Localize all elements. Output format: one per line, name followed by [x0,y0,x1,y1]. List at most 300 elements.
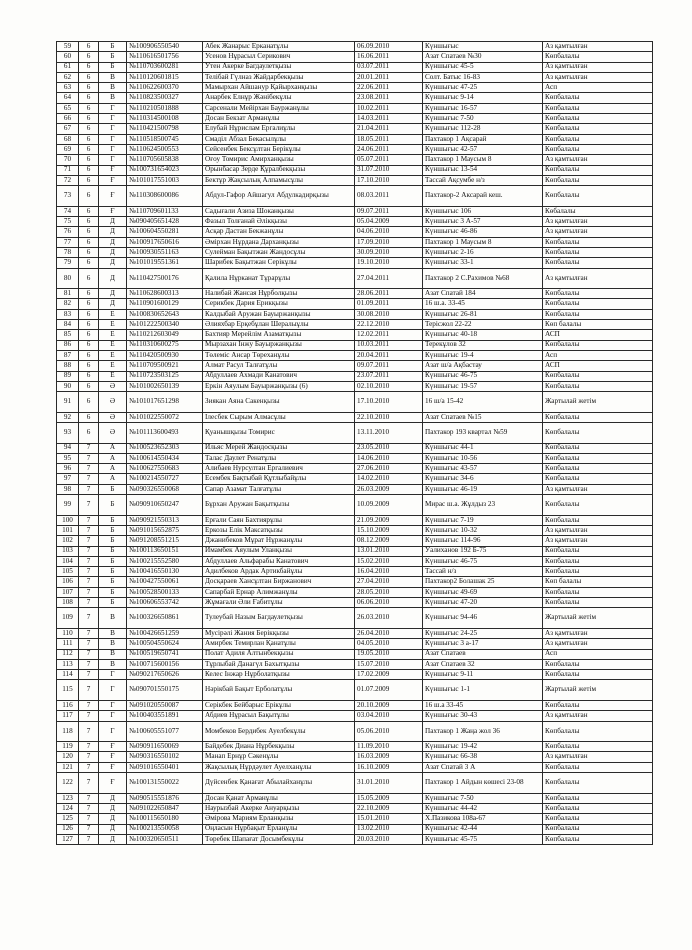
birth-date-cell: 15.05.2009 [355,793,423,803]
row-number-cell: 114 [57,670,79,680]
table-row [57,83,653,93]
address-cell: Күншығыс 26-81 [423,309,543,319]
address-cell: Азат Спатаев №30 [423,52,543,62]
document-number-cell: №090921550313 [127,515,203,525]
address-cell: Күншығыс 42-57 [423,144,543,154]
row-number-cell: 121 [57,762,79,772]
social-status-cell: Көпбалалы [543,247,653,257]
birth-date-cell: 20.03.2010 [355,834,423,844]
class-letter-cell: В [99,72,127,82]
social-status-cell: Көпбалалы [543,114,653,124]
table-row [57,247,653,257]
table-row [57,217,653,227]
address-cell: Азат Спатаев 32 [423,659,543,669]
table-row [57,155,653,165]
social-status-cell: Көпбалалы [543,515,653,525]
table-row [57,361,653,371]
table-row [57,824,653,834]
class-letter-cell: Б [99,525,127,535]
class-number-cell: 6 [79,83,99,93]
row-number-cell: 117 [57,711,79,721]
birth-date-cell: 20.01.2011 [355,72,423,82]
table-row [57,495,653,516]
social-status-cell: Жартылай жетім [543,608,653,629]
table-row [57,175,653,185]
social-status-cell: Көпбалалы [543,134,653,144]
document-number-cell: №100605551077 [127,721,203,742]
student-name-cell: Полат Адиля Алтынбекқызы [203,649,355,659]
address-cell: Азат Спатай 3 А [423,762,543,772]
class-number-cell: 7 [79,628,99,638]
social-status-cell: Көпбалалы [543,567,653,577]
class-letter-cell: Е [99,350,127,360]
document-number-cell: №110308600086 [127,186,203,207]
social-status-cell: Көп балалы [543,320,653,330]
document-number-cell: №101222500340 [127,320,203,330]
social-status-cell: Асп [543,350,653,360]
birth-date-cell: 18.05.2011 [355,134,423,144]
table-row [57,93,653,103]
class-letter-cell: Д [99,258,127,268]
row-number-cell: 108 [57,598,79,608]
student-name-cell: Тұрлыбай Данагүл Бахытқызы [203,659,355,669]
class-number-cell: 7 [79,453,99,463]
document-number-cell: №090911650069 [127,742,203,752]
class-letter-cell: А [99,453,127,463]
class-number-cell: 6 [79,93,99,103]
document-number-cell: №110616501756 [127,52,203,62]
address-cell: Күншығыс 44-42 [423,803,543,813]
class-letter-cell: Г [99,670,127,680]
student-name-cell: Досан Қанат Арманұлы [203,793,355,803]
address-cell: Күншығыс 24-25 [423,628,543,638]
table-row [57,546,653,556]
student-name-cell: Төлеміс Ансар Төреханұлы [203,350,355,360]
document-number-cell: №100214550727 [127,474,203,484]
student-name-cell: Наурызбай Акерке Ануарқызы [203,803,355,813]
document-number-cell: №110705605838 [127,155,203,165]
class-number-cell: 7 [79,608,99,629]
document-number-cell: №100403551891 [127,711,203,721]
row-number-cell: 123 [57,793,79,803]
table-row [57,587,653,597]
student-name-cell: Джанибеков Мұрат Нұржанұлы [203,536,355,546]
student-name-cell: Сапар Азамат Талғатұлы [203,484,355,494]
document-number-cell: №100528500133 [127,587,203,597]
social-status-cell: Көпбалалы [543,742,653,752]
address-cell: Күншығыс 112-28 [423,124,543,134]
document-number-cell: №100606553742 [127,598,203,608]
class-letter-cell: Б [99,598,127,608]
document-number-cell: №090910650247 [127,495,203,516]
row-number-cell: 119 [57,742,79,752]
document-number-cell: №110518500745 [127,134,203,144]
row-number-cell: 91 [57,392,79,413]
address-cell: Пахтакор 1 Айдын көшесі 23-08 [423,773,543,794]
address-cell: Күншығыс 7-50 [423,114,543,124]
birth-date-cell: 22.12.2010 [355,320,423,330]
address-cell: Пахтакор 1 Маусым 8 [423,237,543,247]
student-name-cell: Серікбек Бейбарыс Ерікұлы [203,701,355,711]
document-number-cell: №100614550434 [127,453,203,463]
birth-date-cell: 31.07.2010 [355,165,423,175]
document-number-cell: №110709500921 [127,361,203,371]
student-name-cell: Сапарбай Ернар Алимжанұлы [203,587,355,597]
row-number-cell: 106 [57,577,79,587]
birth-date-cell: 09.07.2011 [355,361,423,371]
student-name-cell: Абдул-Гафор Айшагул Абдулкадирқызы [203,186,355,207]
row-number-cell: 74 [57,206,79,216]
class-letter-cell: Б [99,515,127,525]
address-cell: Күншығыс 34-6 [423,474,543,484]
student-name-cell: Телібай Гүлназ Жайдарбекқызы [203,72,355,82]
address-cell: Күншығыс 3 А-57 [423,217,543,227]
birth-date-cell: 31.01.2010 [355,773,423,794]
student-name-cell: Усенов Нұрасыл Серикович [203,52,355,62]
social-status-cell: Көпбалалы [543,587,653,597]
table-row [57,556,653,566]
table-row [57,165,653,175]
social-status-cell: Аз қамтылған [543,72,653,82]
table-row [57,134,653,144]
birth-date-cell: 03.07.2011 [355,62,423,72]
document-number-cell: №110314500108 [127,114,203,124]
social-status-cell: Көпбалалы [543,453,653,463]
row-number-cell: 100 [57,515,79,525]
birth-date-cell: 20.04.2011 [355,350,423,360]
social-status-cell: Көпбалалы [543,186,653,207]
row-number-cell: 80 [57,268,79,289]
class-letter-cell: В [99,83,127,93]
birth-date-cell: 06.06.2010 [355,598,423,608]
class-letter-cell: Д [99,289,127,299]
birth-date-cell: 17.02.2009 [355,670,423,680]
table-row [57,186,653,207]
table-row [57,711,653,721]
class-number-cell: 7 [79,793,99,803]
social-status-cell: Көпбалалы [543,803,653,813]
table-row [57,350,653,360]
class-letter-cell: Б [99,42,127,52]
address-cell: Күншығыс 2-16 [423,247,543,257]
social-status-cell: Аз қамтылған [543,639,653,649]
class-letter-cell: Г [99,680,127,701]
birth-date-cell: 26.03.2009 [355,484,423,494]
social-status-cell: Көпбалалы [543,474,653,484]
social-status-cell: Көпбалалы [543,237,653,247]
social-status-cell: Көпбалалы [543,834,653,844]
row-number-cell: 98 [57,484,79,494]
class-number-cell: 6 [79,72,99,82]
document-number-cell: №100213550058 [127,824,203,834]
social-status-cell: Аз қамтылған [543,628,653,638]
address-cell: Күншығыс 40-18 [423,330,543,340]
table-row [57,762,653,772]
table-row [57,52,653,62]
address-cell: Солт. Батыс 16-83 [423,72,543,82]
social-status-cell: Көпбалалы [543,701,653,711]
student-name-cell: Ильяс Мерей Жандосқызы [203,443,355,453]
document-number-cell: №091015652875 [127,525,203,535]
birth-date-cell: 15.07.2010 [355,659,423,669]
table-row [57,371,653,381]
birth-date-cell: 27.04.2011 [355,268,423,289]
document-number-cell: №091208551215 [127,536,203,546]
table-row [57,803,653,813]
class-number-cell: 7 [79,567,99,577]
address-cell: Күншығыс 44-1 [423,443,543,453]
document-number-cell: №110310600275 [127,340,203,350]
birth-date-cell: 10.09.2009 [355,495,423,516]
document-number-cell: №110210501888 [127,103,203,113]
row-number-cell: 66 [57,114,79,124]
document-number-cell: №110703600281 [127,62,203,72]
class-number-cell: 7 [79,803,99,813]
student-name-cell: Бектұр Жақсылық Алпамысұлы [203,175,355,185]
table-row [57,114,653,124]
table-row [57,834,653,844]
class-number-cell: 6 [79,103,99,113]
row-number-cell: 124 [57,803,79,813]
table-row [57,814,653,824]
birth-date-cell: 14.03.2011 [355,114,423,124]
social-status-cell: Көпбалалы [543,464,653,474]
row-number-cell: 76 [57,227,79,237]
document-number-cell: №090515551876 [127,793,203,803]
social-status-cell: Көпбалалы [543,670,653,680]
table-row [57,103,653,113]
social-status-cell: Көпбалалы [543,144,653,154]
row-number-cell: 110 [57,628,79,638]
student-name-cell: Әмірхан Нұрдана Дарханқызы [203,237,355,247]
social-status-cell: Көпбалалы [543,495,653,516]
document-number-cell: №101019551361 [127,258,203,268]
document-number-cell: №090316550102 [127,752,203,762]
class-letter-cell: В [99,649,127,659]
address-cell: Күншығыс 19-42 [423,742,543,752]
class-number-cell: 6 [79,258,99,268]
document-number-cell: №100326650861 [127,608,203,629]
table-row [57,340,653,350]
student-name-cell: Шарибек Бақытжан Серікұлы [203,258,355,268]
class-letter-cell: Д [99,793,127,803]
birth-date-cell: 26.04.2010 [355,628,423,638]
social-status-cell: Аз қамтылған [543,752,653,762]
class-letter-cell: Ғ [99,165,127,175]
class-number-cell: 6 [79,114,99,124]
address-cell: Күншығыс 42-44 [423,824,543,834]
row-number-cell: 82 [57,299,79,309]
table-row [57,299,653,309]
row-number-cell: 62 [57,72,79,82]
class-number-cell: 6 [79,268,99,289]
class-number-cell: 6 [79,165,99,175]
student-name-cell: Абдиев Нұрасыл Бақытұлы [203,711,355,721]
class-letter-cell: Е [99,330,127,340]
class-letter-cell: А [99,443,127,453]
table-row [57,742,653,752]
class-letter-cell: Б [99,556,127,566]
birth-date-cell: 05.04.2009 [355,217,423,227]
class-letter-cell: Е [99,371,127,381]
table-row [57,464,653,474]
birth-date-cell: 05.06.2010 [355,721,423,742]
table-row [57,453,653,463]
birth-date-cell: 30.08.2010 [355,309,423,319]
table-row [57,422,653,443]
row-number-cell: 93 [57,422,79,443]
social-status-cell: Көпбалалы [543,289,653,299]
document-number-cell: №100416550130 [127,567,203,577]
student-name-cell: Асқар Дастан Бекжанұлы [203,227,355,237]
class-number-cell: 6 [79,186,99,207]
social-status-cell: Аз қамтылған [543,155,653,165]
class-number-cell: 6 [79,330,99,340]
class-number-cell: 7 [79,443,99,453]
row-number-cell: 64 [57,93,79,103]
address-cell: Күншығыс 3 а-17 [423,639,543,649]
row-number-cell: 77 [57,237,79,247]
class-letter-cell: Ғ [99,773,127,794]
row-number-cell: 122 [57,773,79,794]
social-status-cell: Көпбалалы [543,340,653,350]
address-cell: Мирас ш.а. Жұлдыз 23 [423,495,543,516]
student-name-cell: Мамырхан Айшануp Қайырханқызы [203,83,355,93]
table-row [57,649,653,659]
document-number-cell: №110421500798 [127,124,203,134]
student-name-cell: Қуанышқызы Томирис [203,422,355,443]
address-cell: Күншығыс [423,42,543,52]
social-status-cell: Көпбалалы [543,773,653,794]
address-cell: Күншығыс 106 [423,206,543,216]
document-number-cell: №100731654023 [127,165,203,175]
social-status-cell: Көпбалалы [543,793,653,803]
document-number-cell: №110120601815 [127,72,203,82]
address-cell: Күншығыс 9-14 [423,93,543,103]
class-letter-cell: Ғ [99,742,127,752]
student-name-cell: Орынбасар Зерде Құралбекқызы [203,165,355,175]
address-cell: Күншығыс 19-4 [423,350,543,360]
student-name-cell: Манап Ернұр Сәкенұлы [203,752,355,762]
document-number-cell: №110420500930 [127,350,203,360]
student-name-cell: Сейсенбек Бексұлтан Берікұлы [203,144,355,154]
address-cell: Күншығыс 19-57 [423,381,543,391]
row-number-cell: 88 [57,361,79,371]
class-number-cell: 7 [79,484,99,494]
social-status-cell: Көпбалалы [543,762,653,772]
table-row [57,515,653,525]
row-number-cell: 105 [57,567,79,577]
class-letter-cell: Д [99,824,127,834]
row-number-cell: 60 [57,52,79,62]
address-cell: Күншығыс 7-19 [423,515,543,525]
table-row [57,628,653,638]
student-name-cell: Утен Акерке Багдаулетқызы [203,62,355,72]
class-number-cell: 6 [79,350,99,360]
class-letter-cell: В [99,628,127,638]
birth-date-cell: 16.03.2009 [355,752,423,762]
class-letter-cell: Б [99,495,127,516]
document-number-cell: №090326550068 [127,484,203,494]
document-number-cell: №110427500176 [127,268,203,289]
class-number-cell: 7 [79,464,99,474]
table-row [57,42,653,52]
document-number-cell: №100519650741 [127,649,203,659]
student-name-cell: Еркін Аяулым Бауыржанқызы (6) [203,381,355,391]
row-number-cell: 118 [57,721,79,742]
class-letter-cell: Е [99,361,127,371]
class-letter-cell: Ғ [99,752,127,762]
birth-date-cell: 22.10.2009 [355,803,423,813]
social-status-cell: Аз қамтылған [543,536,653,546]
document-number-cell: №101017551003 [127,175,203,185]
social-status-cell: Аз қамтылған [543,217,653,227]
class-number-cell: 6 [79,340,99,350]
student-name-cell: Мусірәлі Жания Берікқызы [203,628,355,638]
birth-date-cell: 08.03.2011 [355,186,423,207]
table-row [57,598,653,608]
document-number-cell: №100115650180 [127,814,203,824]
table-row [57,237,653,247]
birth-date-cell: 01.07.2009 [355,680,423,701]
table-row [57,608,653,629]
row-number-cell: 73 [57,186,79,207]
birth-date-cell: 17.09.2010 [355,237,423,247]
birth-date-cell: 21.09.2009 [355,515,423,525]
row-number-cell: 90 [57,381,79,391]
row-number-cell: 86 [57,340,79,350]
social-status-cell: Көпбалалы [543,165,653,175]
class-number-cell: 7 [79,515,99,525]
birth-date-cell: 02.10.2010 [355,381,423,391]
class-number-cell: 6 [79,124,99,134]
class-number-cell: 6 [79,381,99,391]
row-number-cell: 83 [57,309,79,319]
class-letter-cell: Г [99,155,127,165]
birth-date-cell: 26.03.2010 [355,608,423,629]
birth-date-cell: 28.05.2010 [355,587,423,597]
class-letter-cell: Ғ [99,206,127,216]
address-cell: Пахтакор 1 Ақсарай [423,134,543,144]
address-cell: Пахтакор 193 квартал №59 [423,422,543,443]
class-number-cell: 7 [79,598,99,608]
row-number-cell: 113 [57,659,79,669]
row-number-cell: 111 [57,639,79,649]
table-row [57,721,653,742]
student-name-cell: Жұмағали Әли Ғабитұлы [203,598,355,608]
document-number-cell: №100830652643 [127,309,203,319]
address-cell: Азат ш/а Ақбастау [423,361,543,371]
class-letter-cell: Д [99,227,127,237]
row-number-cell: 71 [57,165,79,175]
address-cell: 16 ш.а. 33-45 [423,299,543,309]
class-number-cell: 7 [79,639,99,649]
class-letter-cell: Г [99,144,127,154]
class-letter-cell: Ғ [99,186,127,207]
table-row [57,124,653,134]
row-number-cell: 101 [57,525,79,535]
birth-date-cell: 21.04.2011 [355,124,423,134]
class-letter-cell: А [99,464,127,474]
class-number-cell: 6 [79,155,99,165]
class-number-cell: 7 [79,752,99,762]
document-number-cell: №100715600156 [127,659,203,669]
address-cell: Күншығыс 49-69 [423,587,543,597]
class-number-cell: 6 [79,371,99,381]
class-number-cell: 6 [79,289,99,299]
social-status-cell: Аз қамтылған [543,42,653,52]
class-letter-cell: Е [99,320,127,330]
